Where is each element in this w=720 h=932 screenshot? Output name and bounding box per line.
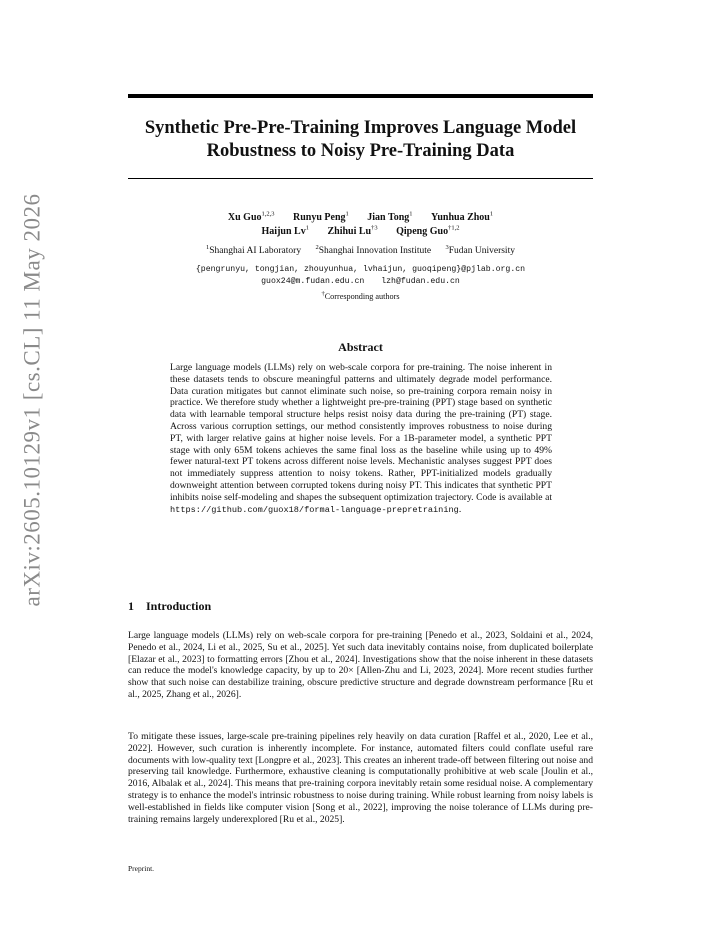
arxiv-identifier: arXiv:2605.10129v1 [cs.CL] 11 May 2026 bbox=[19, 193, 45, 607]
intro-paragraph-2: To mitigate these issues, large-scale pre-training pipelines rely heavily on data curation [Raffel et al., 2020, Lee et al., 2022]. However, such curation is inherently incomplete. For instance, automated filters could conflate useful rare documents with low-quality text [Longpre et al., 2023]. This creates an inherent trade-off between filtering out noise and preserving tail knowledge. Furthermore, exhaustive cleaning is computationally prohibitive at web scale [Joulin et al., 2016, Albalak et al., 2024]. This means that pre-training corpora inevitably retain some residual noise. A complementary strategy is to enhance the model's intrinsic robustness to noise during training. While robust learning from noisy labels is well-established in fields like computer vision [Song et al., 2022], improving the noise tolerance of LLMs during pre-training remains largely underexplored [Ru et al., 2025]. bbox=[128, 731, 593, 825]
email-line-1: {pengrunyu, tongjian, zhouyunhua, lvhaijun, guoqipeng}@pjlab.org.cn bbox=[195, 265, 526, 274]
author-row-2 bbox=[128, 225, 593, 239]
title-rule-bottom bbox=[128, 178, 593, 179]
paper-title bbox=[118, 117, 603, 163]
code-url: https://github.com/guox18/formal-language-prepretraining bbox=[170, 504, 459, 515]
section-number: 1 bbox=[128, 599, 134, 613]
section-heading-introduction bbox=[128, 599, 211, 614]
preprint-footer: Preprint. bbox=[128, 864, 155, 873]
affiliation: $^3$Fudan University bbox=[445, 243, 515, 256]
abstract-heading: Abstract bbox=[338, 340, 383, 354]
email-address: lzh@fudan.edu.cn bbox=[381, 277, 460, 286]
paper-title-line-2: Robustness to Noisy Pre-Training Data bbox=[206, 141, 515, 161]
affiliation: $^1$Shanghai AI Laboratory bbox=[206, 243, 302, 256]
author: Zhihui Lu$^{\dagger 3}$ bbox=[327, 224, 378, 237]
author: Haijun Lv$^1$ bbox=[261, 224, 309, 237]
author-row-1 bbox=[128, 211, 593, 225]
author-list bbox=[128, 211, 593, 239]
affiliations bbox=[128, 243, 593, 256]
section-title: Introduction bbox=[146, 599, 212, 613]
email-address: guox24@m.fudan.edu.cn bbox=[261, 277, 365, 286]
author: Qipeng Guo$^{\dagger 1,2}$ bbox=[396, 224, 460, 237]
dagger-mark: † bbox=[321, 290, 325, 298]
email-line-2 bbox=[128, 276, 593, 288]
intro-paragraph-1: Large language models (LLMs) rely on web-scale corpora for pre-training [Penedo et al., 2023, Soldaini et al., 2024, Penedo et al., 2024, Li et al., 2025, Su et al., 2025]. Yet such data inevitably contains noise, from duplicated boilerplate [Elazar et al., 2023] to formatting errors [Zhou et al., 2024]. Investigations show that the noise inherent in these datasets can reduce the model's knowledge capacity, by up to 20× [Allen-Zhu and Li, 2023, 2024]. More recent studies further show that such noise can destabilize training, obscure predictive structure and degrade downstream performance [Ru et al., 2025, Zhang et al., 2026]. bbox=[128, 630, 593, 700]
author: Yunhua Zhou$^1$ bbox=[431, 210, 494, 223]
abstract-text: Large language models (LLMs) rely on web-scale corpora for pre-training. The noise inherent in these datasets tends to obscure meaningful patterns and ultimately degrade model performance. Data curation mitigates but cannot eliminate such noise, so pre-training corpora remain noisy in practice. We therefore study whether a lightweight pre-pre-training (PPT) stage based on synthetic data with learnable temporal structure helps resist noisy data during the pre-training (PT) stage. Across various corruption settings, our method consistently improves robustness to noise during PT, with larger relative gains at higher noise levels. For a 1B-parameter model, a synthetic PPT stage with only 65M tokens achieves the same final loss as the baseline while using up to 49% fewer natural-text PT tokens across different noise levels. Mechanistic analyses suggest PPT does not immediately suppress attention to noisy tokens. Rather, PPT-initialized models gradually downweight attention between corrupted tokens during noisy PT. This indicates that synthetic PPT inhibits noise self-modeling and shapes the subsequent optimization trajectory. Code is available at bbox=[170, 362, 552, 503]
abstract-body: Large language models (LLMs) rely on web-scale corpora for pre-training. The noise inherent in these datasets tends to obscure meaningful patterns and ultimately degrade model performance. Data curation mitigates but cannot eliminate such noise, so pre-training corpora remain noisy in practice. We therefore study whether a lightweight pre-pre-training (PPT) stage based on synthetic data with learnable temporal structure helps resist noisy data during the pre-training (PT) stage. Across various corruption settings, our method consistently improves robustness to noise during PT, with larger relative gains at higher noise levels. For a 1B-parameter model, a synthetic PPT stage with only 65M tokens achieves the same final loss as the baseline while using up to 49% fewer natural-text PT tokens across different noise levels. Mechanistic analyses suggest PPT does not immediately suppress attention to noisy tokens. Rather, PPT-initialized models gradually downweight attention between corrupted tokens during noisy PT. This indicates that synthetic PPT inhibits noise self-modeling and shapes the subsequent optimization trajectory. Code is available at https://github.com/guox18/formal-language-prepretraining. bbox=[170, 362, 552, 515]
author: Jian Tong$^1$ bbox=[367, 210, 413, 223]
arxiv-sidebar-stamp bbox=[10, 120, 55, 680]
corresponding-authors-note: †Corresponding authors bbox=[321, 290, 400, 301]
paper-title-line-1: Synthetic Pre-Pre-Training Improves Language Model bbox=[144, 118, 577, 138]
title-rule-top bbox=[128, 94, 593, 98]
author: Runyu Peng$^1$ bbox=[293, 210, 349, 223]
affiliation: $^2$Shanghai Innovation Institute bbox=[315, 243, 432, 256]
author-emails bbox=[128, 264, 593, 288]
author: Xu Guo$^{1,2,3}$ bbox=[227, 210, 275, 223]
